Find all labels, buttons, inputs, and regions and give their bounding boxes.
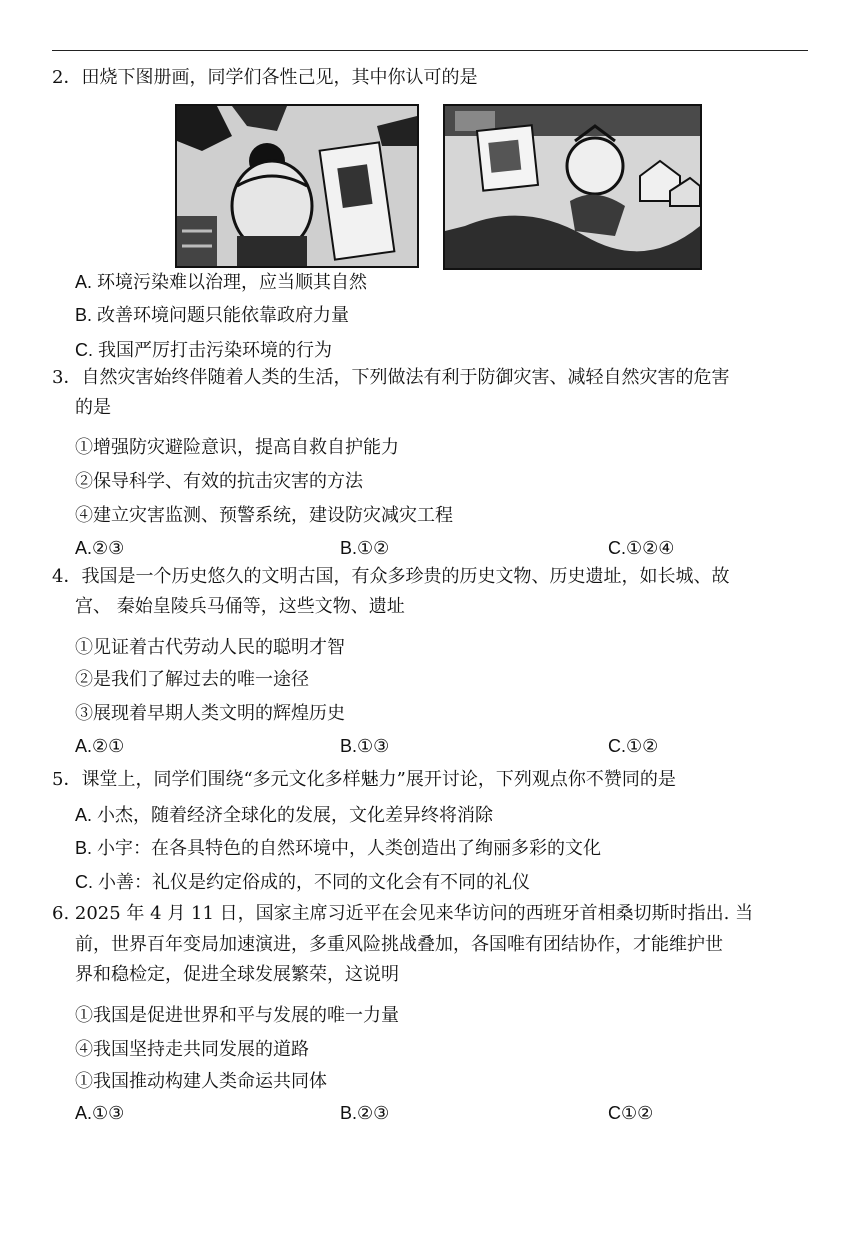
q5-option-c: C. 小善：礼仪是约定俗成的，不同的文化会有不同的礼仪 (75, 872, 530, 892)
q5-stem: 5．课堂上，同学们围绕“多元文化多样魅力”展开讨论，下列观点你不赞同的是 (52, 769, 676, 790)
q6-statement-2: ④我国坚持走共同发展的道路 (75, 1039, 309, 1060)
q3-statement-2: ②保导科学、有效的抗击灾害的方法 (75, 471, 363, 492)
q4-statement-3: ③展现着早期人类文明的辉煌历史 (75, 703, 345, 724)
q3-choice-c: C.①②④ (608, 538, 675, 558)
q4-stem-line2: 宫、 秦始皇陵兵马俑等，这些文物、遗址 (75, 596, 405, 617)
q6-stem-line3: 界和稳检定，促进全球发展繁荣，这说明 (75, 964, 399, 985)
q2-option-b: B. 改善环境问题只能依靠政府力量 (75, 305, 350, 325)
q4-stem-line1: 4．我国是一个历史悠久的文明古国，有众多珍贵的历史文物、历史遗址，如长城、故 (52, 566, 730, 587)
q6-choice-b: B.②③ (340, 1103, 390, 1123)
q6-choice-c: C①② (608, 1103, 654, 1123)
q6-stem-line2: 前，世界百年变局加速演进，多重风险挑战叠加，各国唯有团结协作，才能维护世 (75, 934, 723, 955)
q4-choice-b: B.①③ (340, 736, 390, 756)
q4-choice-c: C.①② (608, 736, 659, 756)
q3-choice-b: B.①② (340, 538, 390, 558)
q3-stem-line1: 3．自然灾害始终伴随着人类的生活，下列做法有利于防御灾害、减轻自然灾害的危害 (52, 367, 730, 388)
q2-option-c: C. 我国严厉打击污染环境的行为 (75, 340, 332, 360)
q4-statement-1: ①见证着古代劳动人民的聪明才智 (75, 637, 345, 658)
q3-choice-a: A.②③ (75, 538, 125, 558)
q6-statement-1: ①我国是促进世界和平与发展的唯一力量 (75, 1005, 399, 1026)
q2-stem: 2．田烧下图册画，同学们各性己见，其中你认可的是 (52, 67, 478, 88)
cartoon-left (175, 104, 419, 268)
q3-statement-3: ④建立灾害监测、预警系统，建设防灾减灾工程 (75, 505, 453, 526)
q6-stem-line1: 6. 2025 年 4 月 11 日，国家主席习近平在会见来华访问的西班牙首相桑切斯时指出. 当 (52, 903, 754, 924)
q4-statement-2: ②是我们了解过去的唯一途径 (75, 669, 309, 690)
q2-option-a: A. 环境污染难以治理，应当顺其自然 (75, 272, 368, 292)
q3-stem-line2: 的是 (75, 397, 111, 418)
q5-option-b: B. 小宇：在各具特色的自然环境中，人类创造出了绚丽多彩的文化 (75, 838, 602, 858)
q4-choice-a: A.②① (75, 736, 125, 756)
q6-statement-3: ①我国推动构建人类命运共同体 (75, 1071, 327, 1092)
cartoon-right (443, 104, 702, 270)
q5-option-a: A. 小杰，随着经济全球化的发展，文化差异终将消除 (75, 805, 494, 825)
q6-choice-a: A.①③ (75, 1103, 125, 1123)
header-rule (52, 50, 808, 51)
q3-statement-1: ①增强防灾避险意识，提高自救自护能力 (75, 437, 399, 458)
